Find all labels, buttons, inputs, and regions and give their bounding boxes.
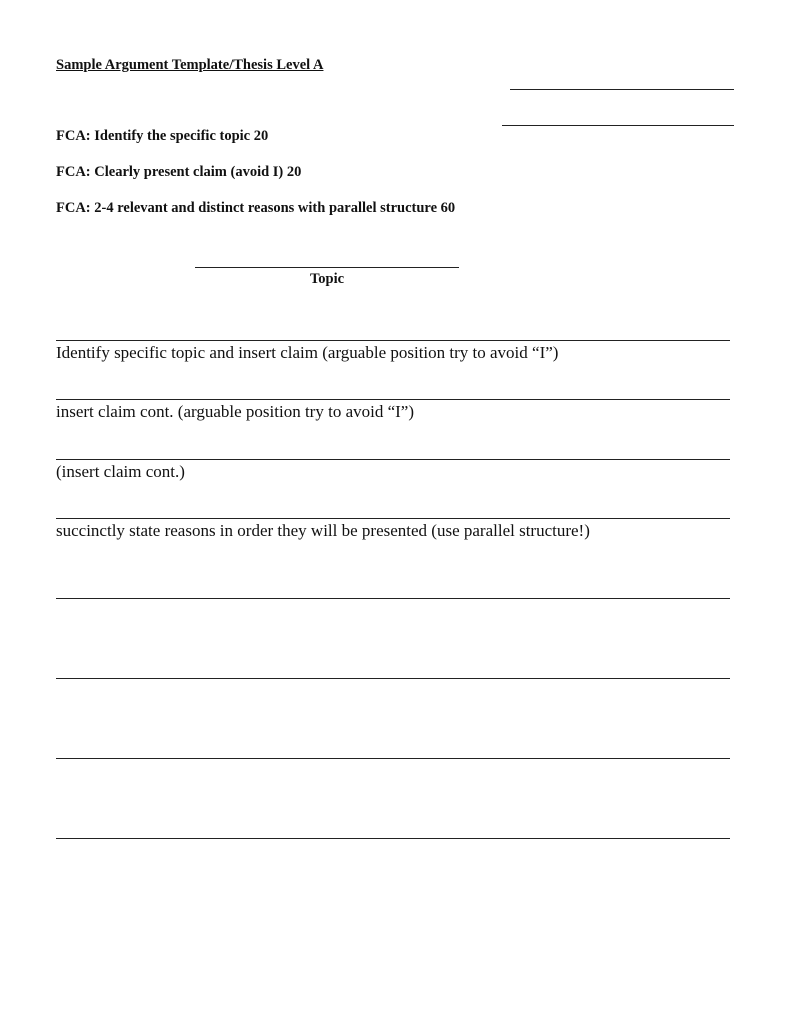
- criterion-reasons: FCA: 2-4 relevant and distinct reasons with parallel structure 60: [56, 200, 456, 216]
- document-title: Sample Argument Template/Thesis Level A: [56, 57, 324, 73]
- answer-line[interactable]: [56, 678, 730, 679]
- writing-line[interactable]: [56, 518, 730, 519]
- topic-blank-line[interactable]: [195, 267, 459, 268]
- date-blank-line[interactable]: [502, 125, 734, 126]
- prompt-identify-topic: Identify specific topic and insert claim (arguable position try to avoid “I”): [56, 343, 559, 362]
- prompt-claim-cont: insert claim cont. (arguable position try to avoid “I”): [56, 402, 414, 421]
- answer-line[interactable]: [56, 838, 730, 839]
- name-blank-line[interactable]: [510, 89, 734, 90]
- answer-line[interactable]: [56, 598, 730, 599]
- prompt-reasons: succinctly state reasons in order they will be presented (use parallel structure!): [56, 521, 590, 540]
- writing-line[interactable]: [56, 340, 730, 341]
- prompt-claim-cont-2: (insert claim cont.): [56, 462, 185, 481]
- topic-label: Topic: [309, 271, 345, 287]
- writing-line[interactable]: [56, 399, 730, 400]
- criterion-topic: FCA: Identify the specific topic 20: [56, 128, 269, 144]
- criterion-claim: FCA: Clearly present claim (avoid I) 20: [56, 164, 302, 180]
- answer-line[interactable]: [56, 758, 730, 759]
- writing-line[interactable]: [56, 459, 730, 460]
